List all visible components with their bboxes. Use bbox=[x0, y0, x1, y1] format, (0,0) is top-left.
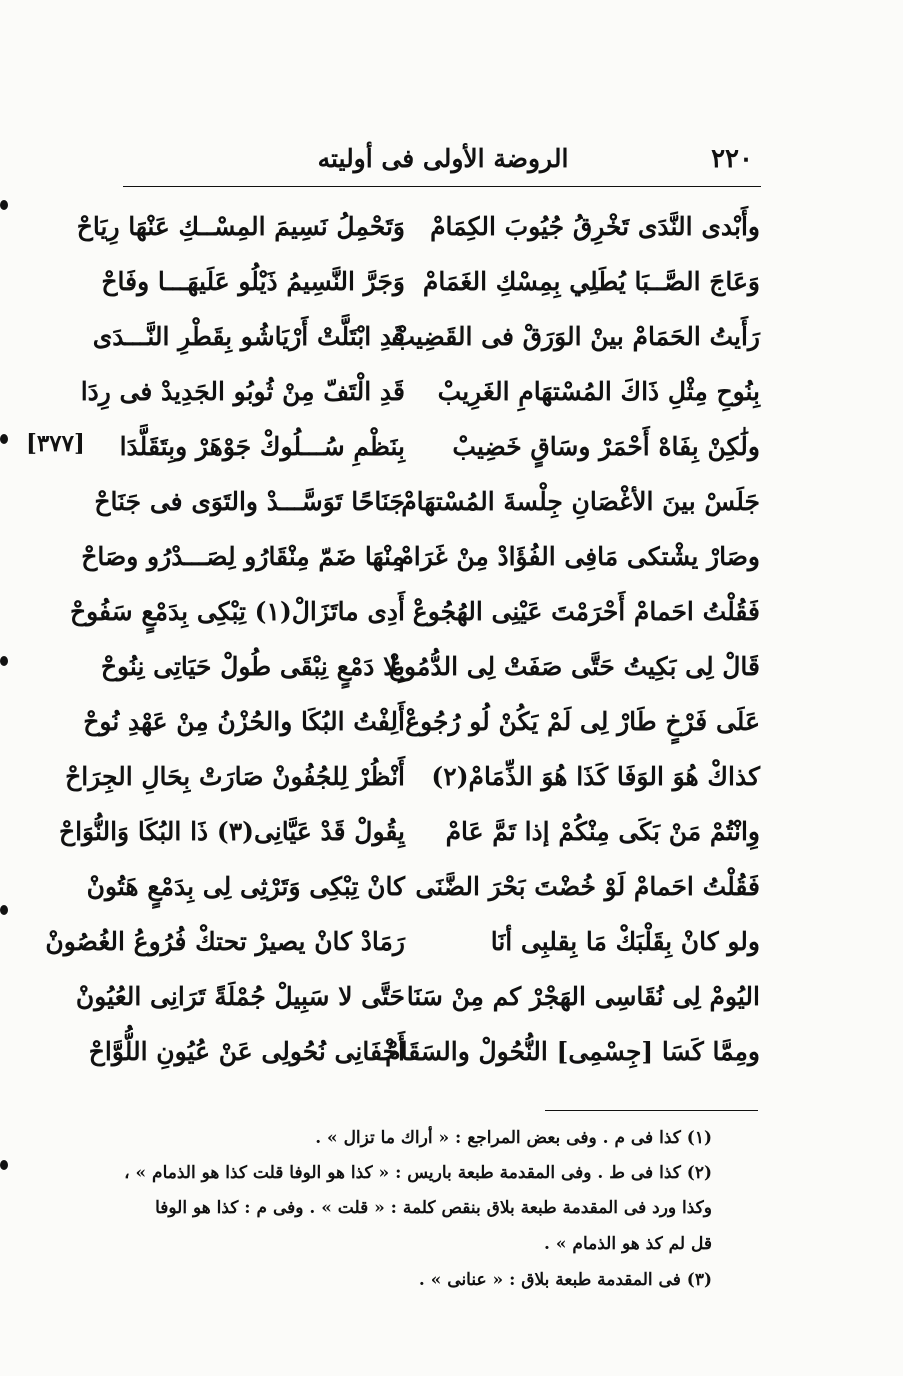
hemistich-right: كذاكْ هُوَ الوَفَا كَذَا هُوَ الذِّمَامْ(٢) bbox=[431, 762, 760, 791]
hemistich-right: رَأَيتُ الحَمَامْ بينْ الوَرَقْ فى القَضِيبْ bbox=[391, 322, 760, 351]
hemistich-left: رَمَادْ كانْ يصيرْ تحتكْ فُرُوعُ الغُصُونْ bbox=[45, 927, 405, 956]
hemistich-left: أَخْفَانِى نُحُولِى عَنْ عُيُونِ اللُّوَّاحْ bbox=[88, 1037, 405, 1066]
hemistich-right: وصَارْ يشْتكى مَافِى الفُؤَادْ مِنْ غَرَامْ bbox=[398, 542, 760, 571]
hemistich-left: أَلِفْتُ البُكَا والحُزْنُ مِنْ عَهْدِ نُوحْ bbox=[83, 707, 405, 736]
hemistich-right: بِنُوحِ مِثْلِ ذَاكَ المُسْتهَامِ الغَرِيبْ bbox=[437, 377, 760, 406]
hemistich-left: حَتَّى لا سَبِيلْ جُمْلَةً تَرَانِى العُيُونْ bbox=[75, 982, 405, 1011]
verse-line bbox=[58, 817, 760, 867]
hemistich-left: أَدِى ماتَزَالْ(١) تِبْكِى بِدَمْعٍ سَفُوحْ bbox=[69, 597, 405, 626]
verse-line bbox=[76, 212, 760, 262]
hemistich-left: يِقُولْ قَدْ عَيَّانِى(٣) ذَا البُكَا وَالنُّوَاحْ bbox=[58, 817, 405, 846]
hemistich-left: بِنَظْمِ سُـــلُوكْ جَوْهَرْ وبِتَقَلَّدَا bbox=[119, 432, 405, 461]
hemistich-left: قَدِ ابْتَلَّتْ أَرْيَاشُو بِقَطْرِ النَّـــدَى bbox=[92, 322, 405, 351]
hemistich-left: وَتَحْمِلُ نَسِيمَ المِسْــكِ عَنْهَا رِيَاحْ bbox=[76, 212, 405, 241]
hemistich-left: بِلا دَمْعٍ نِبْقَى طُولْ حَيَاتِى نِنُوحْ bbox=[100, 652, 405, 681]
hemistich-right: قَالْ لِى بَكِيتُ حَتَّى صَفَتْ لِى الدُّمُوعْ bbox=[389, 652, 760, 681]
footnote-line: قل لم كذ هو الذمام » . bbox=[544, 1234, 712, 1254]
hemistich-right: فَقُلْتُ احَمامْ لَوْ خُضْتَ بَحْرَ الضَّنَى bbox=[415, 872, 760, 901]
margin-reference: [٣٧٧] bbox=[26, 430, 85, 457]
hemistich-left: أَنْظُرْ لِلجُفُونْ صَارَتْ بِحَالِ الجِرَاحْ bbox=[65, 762, 405, 791]
verse-line bbox=[80, 377, 760, 427]
hemistich-right: فَقُلْتُ احَمامْ أَحْرَمْتَ عَيْنِى الهُجُوعْ bbox=[412, 597, 760, 626]
edge-dot bbox=[0, 1160, 8, 1170]
verse-line bbox=[95, 267, 760, 317]
edge-dot bbox=[0, 656, 8, 666]
hemistich-right: جَلَسْ بينَ الأغْصَانِ جِلْسةَ المُسْتهَامْ bbox=[401, 487, 760, 516]
hemistich-left: كانْ تِبْكِى وَتَرْثِى لِى بِدَمْعٍ هَتُونْ bbox=[86, 872, 405, 901]
verse-line bbox=[65, 762, 760, 812]
edge-dot bbox=[0, 905, 8, 915]
running-title: الروضة الأولى فى أوليته bbox=[317, 144, 569, 173]
verse-line bbox=[88, 1037, 760, 1087]
hemistich-right: ولو كانْ بِقَلْبَكْ مَا بِقلبِى أنَا bbox=[490, 927, 760, 956]
footnote-line: (٢) كذا فى ط . وفى المقدمة طبعة باريس : « كذا هو الوفا قلت كذا هو الذمام » ، bbox=[124, 1163, 712, 1183]
verse-line bbox=[83, 707, 760, 757]
verse-line bbox=[81, 542, 760, 592]
hemistich-left: وَجَرَّ النَّسِيمُ ذَيْلُو عَلَيهَـــا وفَاحْ bbox=[101, 267, 405, 296]
hemistich-right: عَلَى فَرْخٍ طَارْ لِى لَمْ يَكُنْ لُو رُجُوعْ bbox=[405, 707, 760, 736]
hemistich-right: ولَٰكِنْ بِفَاهْ أَحْمَرْ وسَاقٍ خَضِيبْ bbox=[452, 432, 760, 461]
verse-line bbox=[95, 487, 760, 537]
verse-line bbox=[95, 432, 760, 482]
verse-line bbox=[92, 322, 760, 372]
edge-dot bbox=[0, 434, 8, 444]
hemistich-left: جَنَاحًا تَوَسَّـــدْ والتَوَى فى جَنَاحْ bbox=[94, 487, 405, 516]
page-number: ٢٢٠ bbox=[711, 144, 753, 174]
verse-line bbox=[69, 597, 760, 647]
hemistich-right: وِانْتُمْ مَنْ بَكَى مِنْكُمْ إذا تَمَّ عَامْ bbox=[445, 817, 760, 846]
edge-dot bbox=[0, 200, 8, 210]
footnote-rule bbox=[545, 1110, 758, 1111]
hemistich-right: اليُومْ لِى نُقَاسِى الهَجْرْ كم مِنْ سَنَا bbox=[406, 982, 760, 1011]
hemistich-right: وأَبْدى النَّدَى تَخْرِقُ جُيُوبَ الكِمَامْ bbox=[430, 212, 760, 241]
hemistich-right: ومِمَّا كَسَا [جِسْمِى] النُّحُولْ والسَقَامْ bbox=[385, 1037, 760, 1066]
footnote-line: (٣) فى المقدمة طبعة بلاق : « عنانى » . bbox=[418, 1270, 712, 1290]
verse-line bbox=[75, 982, 760, 1032]
footnote-line: (١) كذا فى م . وفى بعض المراجع : « أراك ما تزال » . bbox=[315, 1128, 712, 1148]
hemistich-left: قَدِ الْتَفّ مِنْ ثُوبُو الجَدِيدْ فى رِدَا bbox=[80, 377, 405, 406]
verse-line bbox=[45, 927, 760, 977]
footnote-line: وكذا ورد فى المقدمة طبعة بلاق بنقص كلمة : « قلت » . وفى م : كذا هو الوفا bbox=[155, 1198, 712, 1218]
verse-line bbox=[86, 872, 760, 922]
hemistich-left: مِنْهَا ضَمّ مِنْقَارُو لِصَـــدْرُو وصَاحْ bbox=[81, 542, 405, 571]
verse-line bbox=[95, 652, 760, 702]
page-header bbox=[123, 140, 761, 187]
hemistich-right: وَعَاجَ الصَّــبَا يُطَلِي بِمِسْكِ الغَمَامْ bbox=[422, 267, 760, 296]
